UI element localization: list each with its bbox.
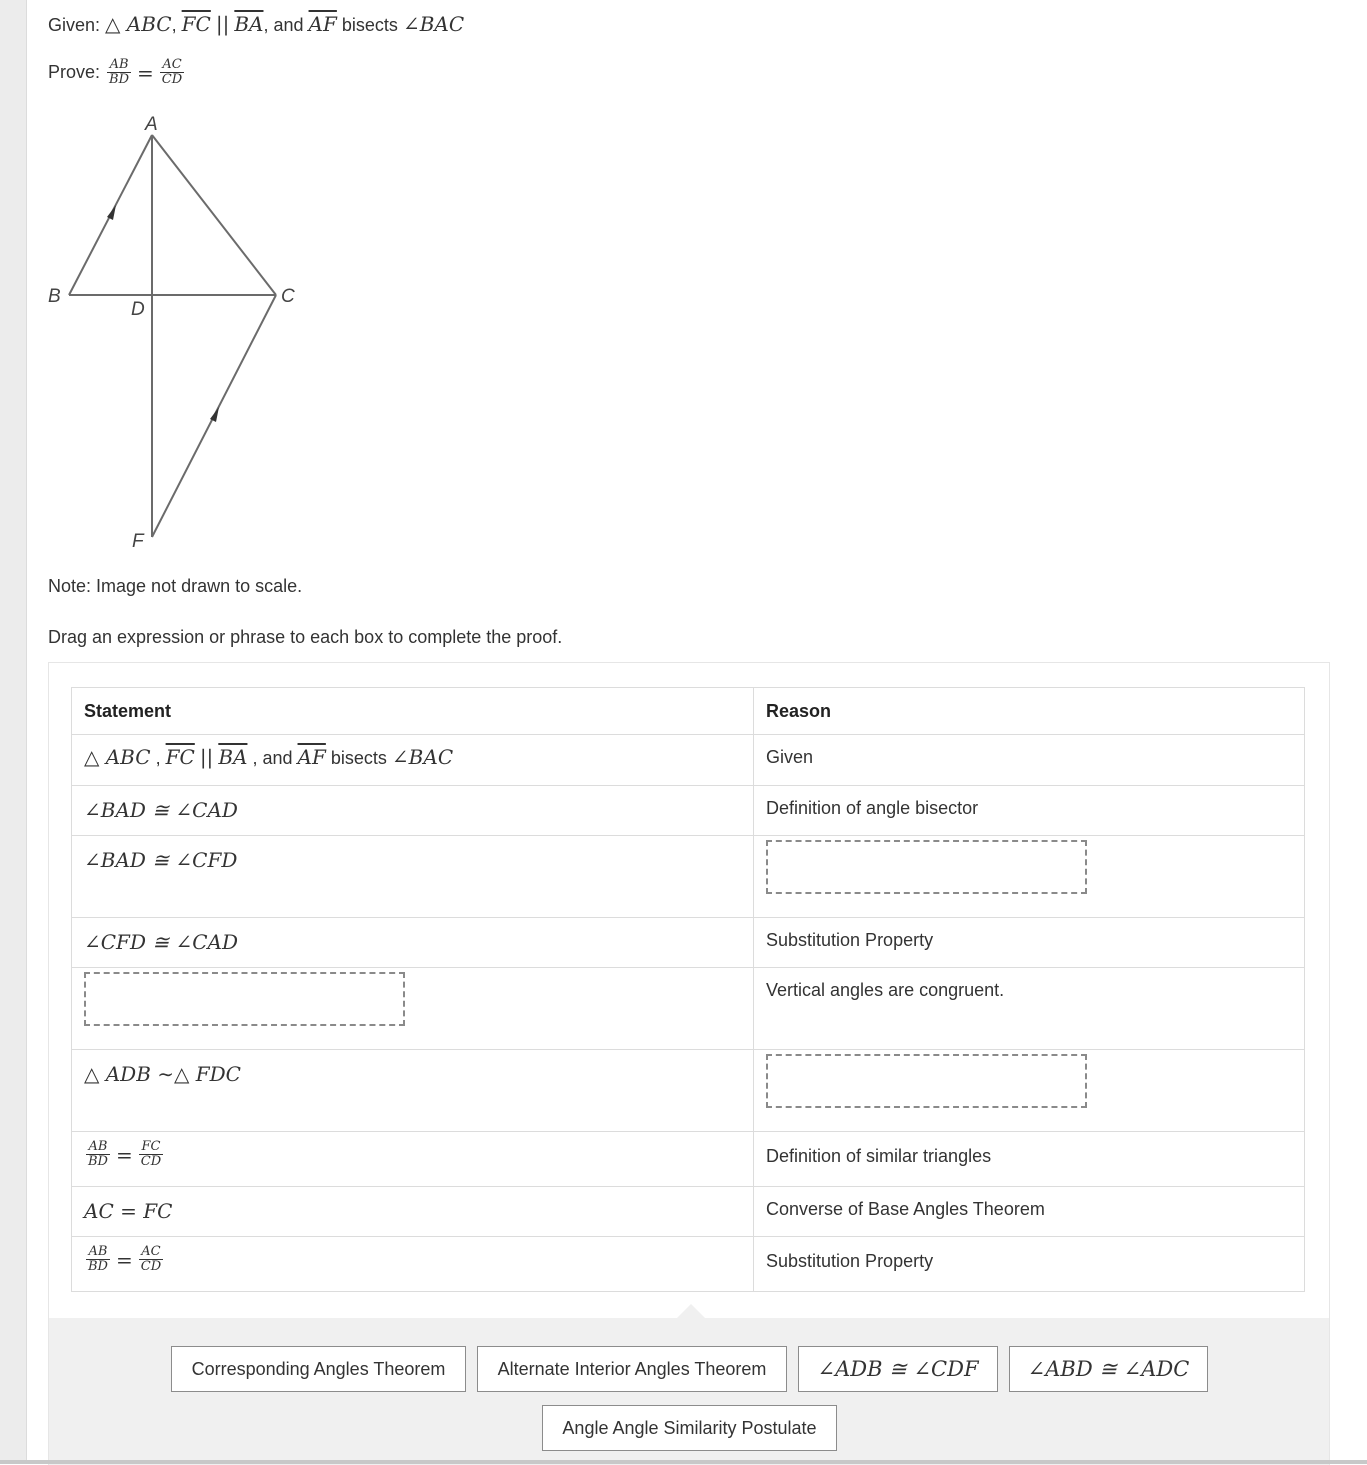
reason-drop-box-2[interactable] [766, 1054, 1087, 1108]
reason-cell: Vertical angles are congruent. [754, 968, 1305, 1050]
reason-cell [754, 836, 1305, 918]
label-d: D [131, 299, 145, 320]
note-text: Note: Image not drawn to scale. [48, 576, 303, 596]
left-rail [0, 0, 27, 1460]
reason-cell: Given [754, 735, 1305, 786]
diagram-lines [69, 135, 276, 537]
instruction-text: Drag an expression or phrase to each box to complete the proof. [48, 627, 563, 647]
choice-corresponding-angles-theorem[interactable]: Corresponding Angles Theorem [171, 1346, 466, 1392]
statement-drop-box[interactable] [84, 972, 405, 1026]
answer-tray [49, 1318, 1329, 1465]
statement-cell: $\frac{AB}{BD}$ = $\frac{AC}{CD}$ [72, 1237, 754, 1292]
table-row [72, 1237, 1305, 1292]
given-seg-fc: $\overline{FC}$ [181, 12, 211, 36]
statement-cell: ∠BAD ≅ ∠CAD [72, 786, 754, 836]
label-a: A [145, 114, 158, 135]
statement-cell: AC = FC [72, 1187, 754, 1237]
statement-cell: $\frac{AB}{BD}$ = $\frac{FC}{CD}$ [72, 1132, 754, 1187]
given-bisects: bisects [341, 15, 398, 35]
prove-prefix: Prove: [48, 62, 101, 82]
statement-cell: ∠BAD ≅ ∠CFD [72, 836, 754, 918]
reason-cell: Definition of angle bisector [754, 786, 1305, 836]
label-c: C [281, 286, 295, 307]
left-fraction: $\frac{AB}{BD}$ [88, 1244, 108, 1274]
given-seg-ba: $\overline{BA}$ [234, 12, 264, 36]
proof-workspace [48, 662, 1330, 1465]
prove-equals: = [137, 60, 154, 85]
table-row [72, 1132, 1305, 1187]
label-f: F [132, 531, 144, 552]
left-fraction: $\frac{AB}{BD}$ [88, 1139, 108, 1169]
given-parallel: || [215, 12, 230, 36]
reason-cell: Substitution Property [754, 1237, 1305, 1292]
reason-cell: Definition of similar triangles [754, 1132, 1305, 1187]
geometry-diagram [40, 105, 310, 555]
statement-header: Statement [72, 688, 754, 735]
table-row [72, 836, 1305, 918]
given-seg-af: $\overline{AF}$ [308, 12, 337, 36]
table-row [72, 786, 1305, 836]
table-row [72, 1050, 1305, 1132]
table-row [72, 1187, 1305, 1237]
statement-cell: △ ADB ∼△ FDC [72, 1050, 754, 1132]
segment-ac [152, 135, 276, 295]
choice-angle-angle-similarity-postulate[interactable]: Angle Angle Similarity Postulate [542, 1405, 837, 1451]
statement-cell: ∠CFD ≅ ∠CAD [72, 918, 754, 968]
choice-alternate-interior-angles-theorem[interactable]: Alternate Interior Angles Theorem [477, 1346, 787, 1392]
prove-line [48, 58, 186, 87]
table-row [72, 918, 1305, 968]
reason-cell: Substitution Property [754, 918, 1305, 968]
statement-cell: △ ABC , $\overline{FC}$ || $\overline{BA}$ , and $\overline{AF}$ bisects ∠BAC [72, 735, 754, 786]
table-row [72, 735, 1305, 786]
choice-angle-adb-congruent-cdf[interactable]: ∠ADB ≅ ∠CDF [798, 1346, 998, 1392]
given-triangle: △ ABC [105, 12, 172, 36]
given-line: Given: △ ABC, $\overline{FC}$ || $\overline{BA}$, and $\overline{AF}$ bisects ∠BAC [48, 12, 465, 36]
reason-drop-box-1[interactable] [766, 840, 1087, 894]
choice-angle-abd-congruent-adc[interactable]: ∠ABD ≅ ∠ADC [1009, 1346, 1208, 1392]
table-header-row [72, 688, 1305, 735]
prove-right-fraction: $\frac{AC}{CD}$ [161, 57, 183, 87]
bottom-scroll-edge [0, 1460, 1367, 1464]
given-and: , and [263, 15, 304, 35]
reason-cell [754, 1050, 1305, 1132]
given-angle: ∠BAC [402, 12, 465, 36]
tray-notch [677, 1304, 705, 1318]
reason-header: Reason [754, 688, 1305, 735]
table-row [72, 968, 1305, 1050]
statement-cell [72, 968, 754, 1050]
given-prefix: Given: [48, 15, 101, 35]
proof-table [71, 687, 1305, 1292]
right-fraction: $\frac{FC}{CD}$ [140, 1139, 162, 1169]
label-b: B [48, 286, 61, 307]
reason-cell: Converse of Base Angles Theorem [754, 1187, 1305, 1237]
prove-left-fraction: $\frac{AB}{BD}$ [109, 57, 130, 87]
right-fraction: $\frac{AC}{CD}$ [140, 1244, 162, 1274]
